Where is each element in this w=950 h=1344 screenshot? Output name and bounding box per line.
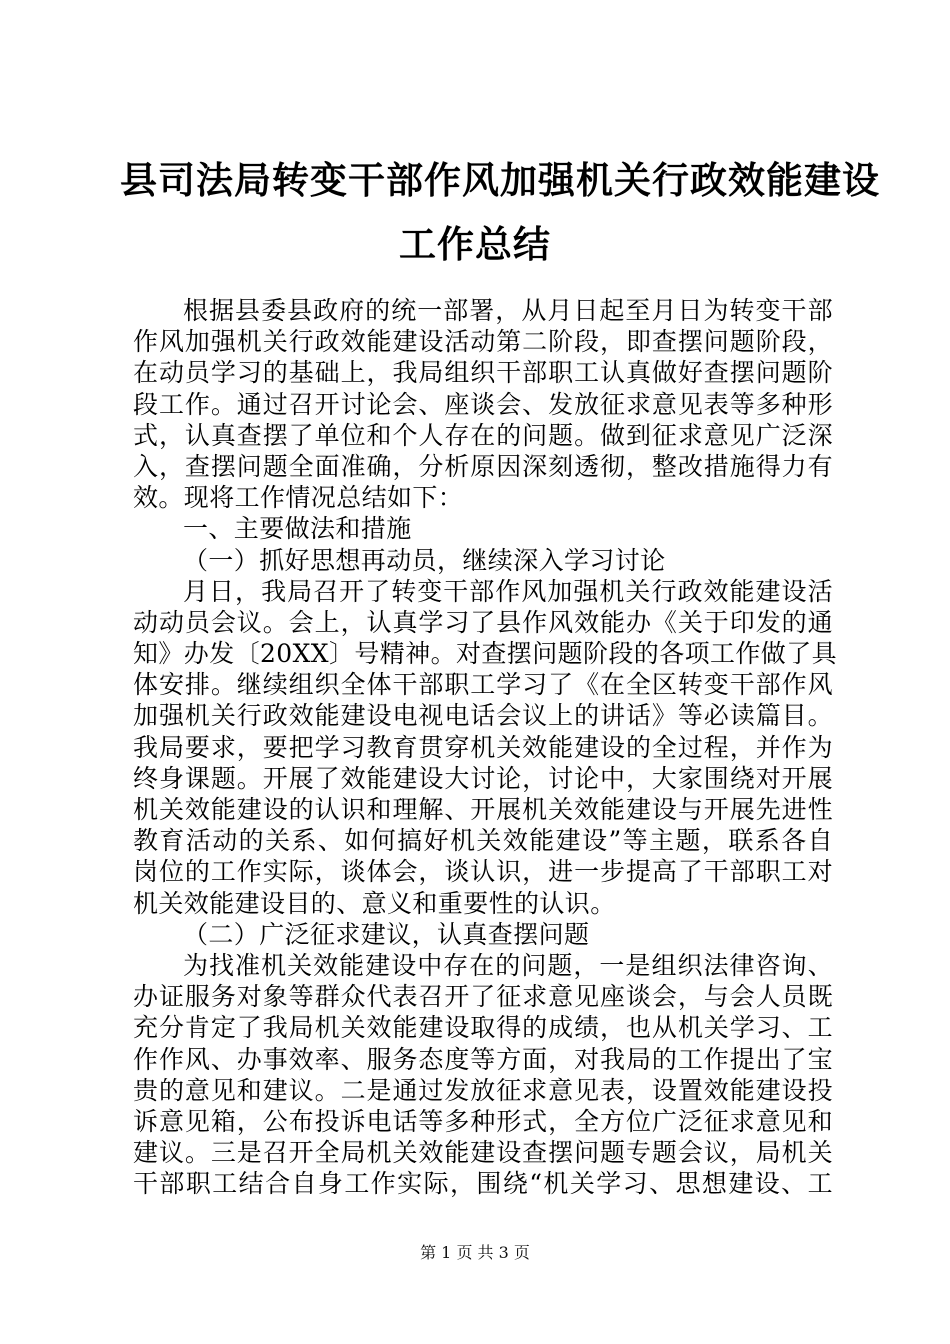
section-heading: 一、主要做法和措施: [183, 514, 412, 544]
paragraph-1-line: 式，认真查摆了单位和个人存在的问题。做到征求意见广泛深: [133, 420, 833, 450]
paragraph-3-line: 贵的意见和建议。二是通过发放征求意见表，设置效能建设投: [133, 1075, 833, 1105]
paragraph-2-line: 终身课题。开展了效能建设大讨论，讨论中，大家围绕对开展: [133, 763, 833, 793]
paragraph-3-line: 作作风、办事效率、服务态度等方面，对我局的工作提出了宝: [133, 1044, 833, 1074]
paragraph-2-line: 知》办发〔20XX〕号精神。对查摆问题阶段的各项工作做了具: [133, 639, 838, 669]
subsection-heading: （一）抓好思想再动员，继续深入学习讨论: [183, 545, 666, 575]
paragraph-2-line: 体安排。继续组织全体干部职工学习了《在全区转变干部作风: [133, 670, 833, 700]
subsection-heading: （二）广泛征求建议，认真查摆问题: [183, 919, 590, 949]
paragraph-2-line: 动动员会议。会上，认真学习了县作风效能办《关于印发的通: [133, 607, 833, 637]
paragraph-1-line: 根据县委县政府的统一部署，从月日起至月日为转变干部: [183, 296, 833, 325]
paragraph-3-line: 干部职工结合自身工作实际，围绕“机关学习、思想建设、工: [133, 1169, 833, 1199]
paragraph-3-line: 诉意见箱，公布投诉电话等多种形式，全方位广泛征求意见和: [133, 1106, 833, 1136]
page-number-footer: 第 1 页 共 3 页: [420, 1243, 530, 1262]
paragraph-2-line: 教育活动的关系、如何搞好机关效能建设”等主题，联系各自: [133, 826, 833, 856]
document-title-line-1: 县司法局转变干部作风加强机关行政效能建设: [120, 158, 880, 202]
document-body: [133, 295, 838, 1199]
paragraph-2-line: 月日，我局召开了转变干部作风加强机关行政效能建设活: [183, 576, 833, 606]
paragraph-2-line: 岗位的工作实际，谈体会，谈认识，进一步提高了干部职工对: [133, 857, 833, 887]
paragraph-2-line: 我局要求，要把学习教育贯穿机关效能建设的全过程，并作为: [133, 732, 833, 762]
document-title-line-2: 工作总结: [399, 222, 551, 266]
paragraph-1-line: 段工作。通过召开讨论会、座谈会、发放征求意见表等多种形: [133, 389, 833, 419]
paragraph-1-line: 效。现将工作情况总结如下：: [133, 483, 464, 513]
paragraph-1-line: 作风加强机关行政效能建设活动第二阶段，即查摆问题阶段，: [133, 327, 833, 357]
paragraph-1-line: 入，查摆问题全面准确，分析原因深刻透彻，整改措施得力有: [133, 451, 833, 481]
paragraph-3-line: 为找准机关效能建设中存在的问题，一是组织法律咨询、: [183, 950, 833, 980]
paragraph-2-line: 加强机关行政效能建设电视电话会议上的讲话》等必读篇目。: [133, 701, 833, 731]
paragraph-1-line: 在动员学习的基础上，我局组织干部职工认真做好查摆问题阶: [133, 358, 833, 388]
paragraph-3-line: 充分肯定了我局机关效能建设取得的成绩，也从机关学习、工: [133, 1013, 833, 1043]
paragraph-2-line: 机关效能建设目的、意义和重要性的认识。: [133, 888, 616, 918]
paragraph-3-line: 办证服务对象等群众代表召开了征求意见座谈会，与会人员既: [133, 982, 833, 1012]
paragraph-2-line: 机关效能建设的认识和理解、开展机关效能建设与开展先进性: [133, 795, 833, 824]
paragraph-3-line: 建议。三是召开全局机关效能建设查摆问题专题会议，局机关: [133, 1138, 833, 1168]
